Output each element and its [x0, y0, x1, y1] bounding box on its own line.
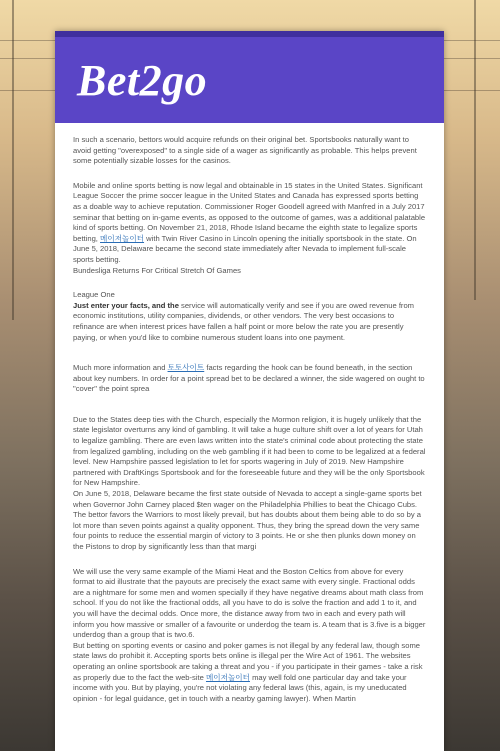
link-toto-site[interactable]: 토토사이트 — [167, 363, 205, 373]
section-heading-league-one: League One — [73, 290, 115, 300]
page-title: Bet2go — [77, 55, 208, 105]
subheading-bundesliga: Bundesliga Returns For Critical Stretch Of Games — [73, 265, 241, 275]
paragraph-6: On June 5, 2018, Delaware became the first state outside of Nevada to accept a single-game sports bet when Governor John Carney placed $ten wager on the Philadelphia Phillies to beat the Chicago Cubs. The bettor favors the Warriors to most likely prevail, but has doubts about them being able to do so by a lot more than seven points against a quality opponent. Thus, they bring the spread down the very same four points to reduce the essential margin of victory to 3 points. He or she then plunks down money on the Pistons to drop by significantly less than that margi — [73, 489, 422, 551]
paragraph-4: Much more information and 토토사이트 facts regarding the hook can be found beneath, in the section about key numbers. In order for a point spread bet to be declared a winner, the side wagered on ought to "cover" the point sprea — [73, 363, 425, 394]
paragraph-2: Mobile and online sports betting is now legal and obtainable in 15 states in the United States. Significant League Soccer the prime soccer league in the United States and Canada has expressed sports betting as a doable way to achieve reputation. Commissioner Roger Goodell agreed with Manfred in a July 2017 seminar that betting on in-game events, as opposed to the outcome of games, was a additional palatable kind of sports betting. On November 21, 2018, Rhode Island became the eighth state to legalize sports betting, 메이저놀이터 with Twin River Casino in Lincoln opening the initially sportsbook in the state. On June 5, 2018, Delaware became the second state immediately after Nevada to implement full-scale sports betting. Bundesliga Returns For Critical Stretch Of Games — [73, 180, 426, 275]
article-card — [55, 31, 444, 751]
article-body — [55, 123, 444, 704]
paragraph-3: League One Just enter your facts, and the service will automatically verify and see if you are owed revenue from economic institutions, utility companies, dividends, or other vendors. The very best occasions to refinance are when interest prices have fallen a half point or more below the rate you are presently paying, or when you'd like to combine numerous student loans into one payment. — [73, 290, 415, 342]
paragraph-1: In such a scenario, bettors would acquire refunds on their original bet. Sportsbooks naturally want to avoid getting "overexposed" to a single side of a wager as significantly as probable. This helps prevent some potentially sizable losses for the casinos. — [73, 135, 417, 166]
link-major-playground-2[interactable]: 메이저놀이터 — [205, 672, 250, 682]
paragraph-5: Due to the States deep ties with the Church, especially the Mormon religion, it is hugely unlikely that the state legislator overturns any kind of gambling. It will take a huge culture shift over a lot of years for Utah to legalize gambling. There are even laws written into the state's criminal code about protecting the state from legalized gambling, including on the web gambling if it had been to come to be legalized at a federal level. New Hampshire passed legislation to let for sports wagering in July of 2019. New Hampshire partnered with DraftKings Sportsbook and for the foreseeable future and they will be the only Sportsbook for New Hampshire. On June 5, 2018, Delaware became the first state outside of Nevada to accept a single-game sports bet when Governor John Carney placed $ten wager on the Philadelphia Phillies to beat the Chicago Cubs. The bettor favors the Warriors to most likely prevail, but has doubts about them being able to do so by a lot more than seven points against a quality opponent. Thus, they bring the spread down the very same four points to reduce the essential margin of victory to 3 points. He or she then plunks down money on the Pistons to drop by significantly less than that margi — [73, 414, 426, 551]
link-major-playground-1[interactable]: 메이저놀이터 — [100, 233, 145, 243]
page-header — [55, 37, 444, 123]
bold-lead-text: Just enter your facts, and the — [73, 300, 179, 310]
paragraph-7: We will use the very same example of the Miami Heat and the Boston Celtics from above for every format to aid illustrate that the payouts are precisely the exact same with every single. Fractional odds are a nightmare for some men and women specially if they have negative dreams about math class from school. If you do not like the fractional odds, all you have to do is solve the fraction and add 1 to it, and you will have the decimal odds. Once more, the distance away from two in each and every path will inform you how massive or smaller of a favourite or underdog the team is. A team that is 3.five is a bigger underdog than a group that is two.6. But betting on sporting events or casino and poker games is not illegal by any federal law, though some state laws do prohibit it. Accepting sports bets online is illegal per the Wire Act of 1961. The websites operating an online sportsbook are taking a threat and you - if you participate in their games - take a risk as properly due to the fact the web-site 메이저놀이터 may well fold one particular day and take your income with you. But by playing, you're not violating any federal laws (this, again, is my uneducated opinion - for legal guidance, get in touch with a nearby gaming lawyer). When Martin — [73, 566, 426, 703]
